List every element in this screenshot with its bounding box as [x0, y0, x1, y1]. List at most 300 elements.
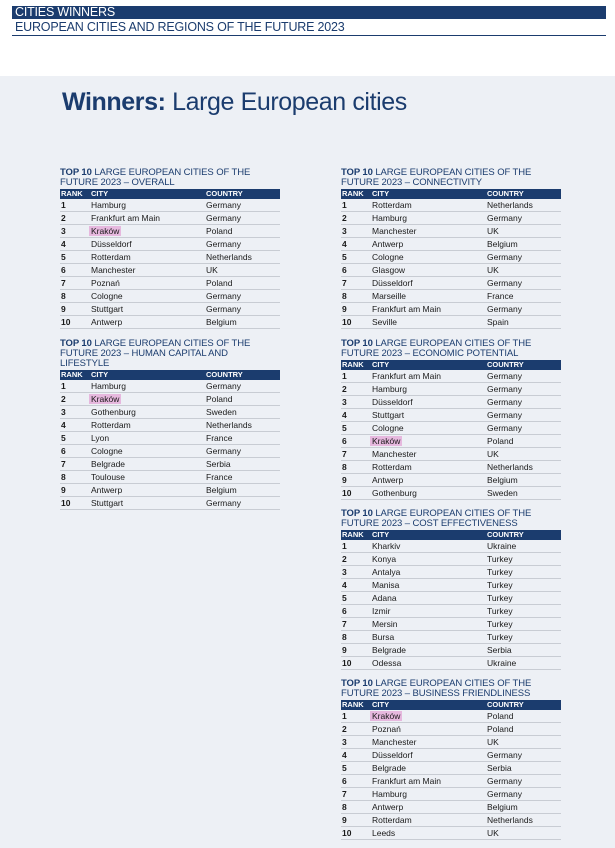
- header-country: COUNTRY: [206, 189, 243, 198]
- rank-cell: 4: [61, 420, 66, 430]
- city-cell: Marseille: [372, 291, 407, 301]
- country-cell: Germany: [487, 776, 522, 786]
- city-cell: Belgrade: [372, 645, 407, 655]
- rank-cell: 3: [342, 567, 347, 577]
- rank-cell: 7: [61, 278, 66, 288]
- rank-cell: 9: [342, 304, 347, 314]
- rank-cell: 1: [342, 371, 347, 381]
- city-cell: [372, 710, 487, 722]
- city-cell: Manchester: [372, 737, 417, 747]
- country-cell: UK: [487, 265, 499, 275]
- country-cell: France: [487, 291, 514, 301]
- rank-cell: 6: [61, 446, 66, 456]
- country-cell: Germany: [487, 789, 522, 799]
- table-header: [341, 360, 561, 370]
- country-cell: Belgium: [487, 802, 518, 812]
- country-cell: Belgium: [487, 239, 518, 249]
- table-title-bold: TOP 10: [341, 678, 373, 689]
- page-title-rest: Large European cities: [165, 88, 407, 116]
- table-row: [341, 448, 561, 461]
- header-city: CITY: [372, 700, 390, 709]
- table-title-text: LIFESTYLE: [60, 358, 110, 369]
- table-row: [341, 422, 561, 435]
- table-row: [341, 251, 561, 264]
- rank-cell: 7: [342, 449, 347, 459]
- table-title-bold: TOP 10: [341, 167, 373, 178]
- rank-cell: 7: [342, 619, 347, 629]
- header-city: CITY: [372, 189, 390, 198]
- table-row: [60, 212, 280, 225]
- rank-cell: 5: [61, 433, 66, 443]
- table-title-text: FUTURE 2023 – OVERALL: [60, 177, 175, 188]
- city-cell: Hamburg: [91, 381, 126, 391]
- table-row: [341, 631, 561, 644]
- country-cell: Germany: [487, 410, 522, 420]
- city-cell: Rotterdam: [372, 200, 412, 210]
- table-row: [341, 618, 561, 631]
- country-cell: Turkey: [487, 606, 513, 616]
- table-row: [341, 644, 561, 657]
- header-rank: RANK: [61, 189, 83, 198]
- city-cell: Gothenburg: [91, 407, 136, 417]
- country-cell: Germany: [487, 213, 522, 223]
- city-cell: Frankfurt am Main: [372, 371, 441, 381]
- country-cell: Netherlands: [206, 420, 252, 430]
- table-row: [341, 566, 561, 579]
- table-row: [60, 290, 280, 303]
- country-cell: Germany: [206, 239, 241, 249]
- table-title: [60, 339, 280, 369]
- country-cell: Poland: [487, 711, 514, 721]
- country-cell: Turkey: [487, 567, 513, 577]
- header-country: COUNTRY: [487, 700, 524, 709]
- page-title-bold: Winners:: [62, 88, 166, 116]
- table-row: [341, 487, 561, 500]
- country-cell: France: [206, 433, 233, 443]
- country-cell: Serbia: [487, 645, 512, 655]
- city-cell: Stuttgart: [372, 410, 405, 420]
- table-row: [341, 383, 561, 396]
- country-cell: UK: [487, 449, 499, 459]
- rank-cell: 3: [61, 407, 66, 417]
- city-cell: Mersin: [372, 619, 398, 629]
- table-row: [60, 445, 280, 458]
- rank-cell: 5: [342, 252, 347, 262]
- rank-cell: 6: [342, 606, 347, 616]
- table-row: [341, 710, 561, 723]
- ranking-table: [341, 339, 561, 500]
- rank-cell: 5: [342, 763, 347, 773]
- header-city: CITY: [91, 189, 109, 198]
- table-row: [60, 251, 280, 264]
- city-highlight: Kraków: [91, 394, 120, 404]
- header-rank: RANK: [342, 189, 364, 198]
- table-row: [341, 370, 561, 383]
- table-row: [341, 264, 561, 277]
- country-cell: Netherlands: [206, 252, 252, 262]
- table-row: [341, 579, 561, 592]
- ranking-table: [60, 339, 280, 510]
- country-cell: Germany: [206, 200, 241, 210]
- rank-cell: 7: [61, 459, 66, 469]
- city-cell: Manisa: [372, 580, 400, 590]
- country-cell: Poland: [206, 226, 233, 236]
- city-cell: [91, 393, 206, 405]
- city-cell: Manchester: [372, 226, 417, 236]
- country-cell: Germany: [487, 423, 522, 433]
- table-row: [341, 212, 561, 225]
- city-cell: Cologne: [91, 446, 123, 456]
- city-cell: Manchester: [91, 265, 136, 275]
- city-cell: Rotterdam: [372, 462, 412, 472]
- city-cell: Rotterdam: [91, 252, 131, 262]
- rank-cell: 10: [342, 317, 352, 327]
- table-row: [341, 605, 561, 618]
- country-cell: Germany: [206, 213, 241, 223]
- table-row: [341, 199, 561, 212]
- country-cell: Serbia: [487, 763, 512, 773]
- city-cell: Frankfurt am Main: [91, 213, 160, 223]
- header-country: COUNTRY: [487, 189, 524, 198]
- city-cell: Izmir: [372, 606, 391, 616]
- country-cell: Germany: [487, 397, 522, 407]
- rank-cell: 7: [342, 789, 347, 799]
- country-cell: Germany: [206, 291, 241, 301]
- rank-cell: 4: [61, 239, 66, 249]
- table-row: [60, 238, 280, 251]
- city-cell: Antwerp: [372, 802, 404, 812]
- table-row: [341, 736, 561, 749]
- table-row: [341, 290, 561, 303]
- country-cell: Germany: [487, 371, 522, 381]
- city-cell: Hamburg: [372, 213, 407, 223]
- city-highlight: Kraków: [372, 436, 401, 446]
- table-row: [341, 238, 561, 251]
- table-row: [341, 801, 561, 814]
- city-cell: Lyon: [91, 433, 110, 443]
- city-cell: Düsseldorf: [372, 278, 413, 288]
- rank-cell: 8: [61, 291, 66, 301]
- table-row: [60, 484, 280, 497]
- rank-cell: 8: [342, 802, 347, 812]
- rank-cell: 10: [61, 317, 71, 327]
- city-cell: Rotterdam: [372, 815, 412, 825]
- city-cell: Stuttgart: [91, 498, 124, 508]
- rank-cell: 1: [61, 381, 66, 391]
- table-row: [60, 393, 280, 406]
- rank-cell: 1: [342, 541, 347, 551]
- rank-cell: 10: [342, 828, 352, 838]
- section-banner: CITIES WINNERS: [12, 6, 606, 19]
- country-cell: Turkey: [487, 632, 513, 642]
- table-header: [341, 530, 561, 540]
- table-row: [341, 409, 561, 422]
- table-title: [60, 168, 280, 188]
- rank-cell: 9: [61, 304, 66, 314]
- table-row: [60, 419, 280, 432]
- country-cell: Germany: [206, 446, 241, 456]
- city-cell: Toulouse: [91, 472, 126, 482]
- city-cell: Antwerp: [372, 475, 404, 485]
- page-title: [62, 88, 407, 117]
- country-cell: Netherlands: [487, 815, 533, 825]
- table-row: [60, 471, 280, 484]
- city-cell: Hamburg: [372, 384, 407, 394]
- city-cell: Antwerp: [91, 317, 123, 327]
- table-row: [60, 277, 280, 290]
- rank-cell: 2: [342, 213, 347, 223]
- table-row: [341, 316, 561, 329]
- table-row: [60, 199, 280, 212]
- country-cell: Turkey: [487, 593, 513, 603]
- table-row: [341, 553, 561, 566]
- table-row: [341, 723, 561, 736]
- city-cell: Antwerp: [372, 239, 404, 249]
- city-cell: Stuttgart: [91, 304, 124, 314]
- city-cell: Frankfurt am Main: [372, 304, 441, 314]
- city-cell: Hamburg: [372, 789, 407, 799]
- rank-cell: 3: [342, 226, 347, 236]
- city-cell: Odessa: [372, 658, 402, 668]
- city-cell: Adana: [372, 593, 397, 603]
- rank-cell: 10: [61, 498, 71, 508]
- rank-cell: 3: [61, 226, 66, 236]
- city-cell: Poznań: [372, 724, 401, 734]
- country-cell: Poland: [206, 394, 233, 404]
- rank-cell: 8: [342, 462, 347, 472]
- rank-cell: 4: [342, 750, 347, 760]
- table-title-text: FUTURE 2023 – BUSINESS FRIENDLINESS: [341, 688, 531, 699]
- table-title-text: FUTURE 2023 – ECONOMIC POTENTIAL: [341, 348, 519, 359]
- city-cell: Cologne: [372, 423, 404, 433]
- table-title-text: LARGE EUROPEAN CITIES OF THE: [372, 338, 532, 349]
- rank-cell: 5: [342, 593, 347, 603]
- country-cell: Netherlands: [487, 462, 533, 472]
- ranking-table: [60, 168, 280, 329]
- city-cell: Cologne: [91, 291, 123, 301]
- table-title-text: FUTURE 2023 – COST EFFECTIVENESS: [341, 518, 518, 529]
- country-cell: Netherlands: [487, 200, 533, 210]
- header-city: CITY: [372, 360, 390, 369]
- city-cell: Glasgow: [372, 265, 406, 275]
- table-row: [341, 788, 561, 801]
- rank-cell: 3: [342, 397, 347, 407]
- rank-cell: 6: [342, 436, 347, 446]
- table-title: [341, 679, 561, 699]
- table-row: [341, 762, 561, 775]
- header-rank: RANK: [342, 530, 364, 539]
- city-cell: Konya: [372, 554, 397, 564]
- city-cell: Seville: [372, 317, 398, 327]
- city-cell: Hamburg: [91, 200, 126, 210]
- rank-cell: 6: [61, 265, 66, 275]
- table-row: [60, 380, 280, 393]
- country-cell: Ukraine: [487, 541, 517, 551]
- table-title-text: LARGE EUROPEAN CITIES OF THE: [91, 167, 251, 178]
- table-title: [341, 339, 561, 359]
- table-row: [60, 303, 280, 316]
- rank-cell: 2: [342, 384, 347, 394]
- country-cell: Germany: [206, 381, 241, 391]
- rank-cell: 2: [61, 394, 66, 404]
- city-cell: Kharkiv: [372, 541, 401, 551]
- rank-cell: 10: [342, 488, 352, 498]
- country-cell: Turkey: [487, 580, 513, 590]
- country-cell: Turkey: [487, 554, 513, 564]
- rank-cell: 4: [342, 410, 347, 420]
- table-row: [60, 406, 280, 419]
- country-cell: Sweden: [206, 407, 237, 417]
- city-cell: Frankfurt am Main: [372, 776, 441, 786]
- header-rank: RANK: [342, 360, 364, 369]
- city-cell: Antwerp: [91, 485, 123, 495]
- country-cell: Poland: [487, 436, 514, 446]
- header-rank: RANK: [61, 370, 83, 379]
- city-cell: [372, 435, 487, 447]
- country-cell: Germany: [487, 278, 522, 288]
- rank-cell: 2: [342, 554, 347, 564]
- country-cell: Germany: [487, 750, 522, 760]
- table-row: [60, 497, 280, 510]
- city-cell: Rotterdam: [91, 420, 131, 430]
- country-cell: Serbia: [206, 459, 231, 469]
- city-cell: Gothenburg: [372, 488, 417, 498]
- table-row: [341, 303, 561, 316]
- city-cell: [91, 225, 206, 237]
- city-cell: Leeds: [372, 828, 396, 838]
- country-cell: Belgium: [487, 475, 518, 485]
- table-row: [341, 461, 561, 474]
- city-cell: Düsseldorf: [372, 750, 413, 760]
- table-title-bold: TOP 10: [341, 338, 373, 349]
- rank-cell: 8: [61, 472, 66, 482]
- header-country: COUNTRY: [487, 530, 524, 539]
- country-cell: Germany: [487, 304, 522, 314]
- table-title-text: FUTURE 2023 – CONNECTIVITY: [341, 177, 482, 188]
- table-row: [60, 264, 280, 277]
- header-rank: RANK: [342, 700, 364, 709]
- city-cell: Belgrade: [91, 459, 126, 469]
- table-row: [341, 814, 561, 827]
- city-cell: Düsseldorf: [91, 239, 132, 249]
- city-cell: Antalya: [372, 567, 401, 577]
- ranking-table: [341, 509, 561, 670]
- table-row: [341, 277, 561, 290]
- country-cell: Poland: [487, 724, 514, 734]
- rank-cell: 7: [342, 278, 347, 288]
- table-row: [341, 540, 561, 553]
- table-title-text: LARGE EUROPEAN CITIES OF THE: [372, 678, 532, 689]
- country-cell: UK: [206, 265, 218, 275]
- rank-cell: 3: [342, 737, 347, 747]
- rank-cell: 5: [342, 423, 347, 433]
- city-highlight: Kraków: [91, 226, 120, 236]
- table-title: [341, 509, 561, 529]
- country-cell: Poland: [206, 278, 233, 288]
- table-row: [341, 657, 561, 670]
- table-header: [60, 189, 280, 199]
- rank-cell: 8: [342, 632, 347, 642]
- country-cell: Turkey: [487, 619, 513, 629]
- header-city: CITY: [372, 530, 390, 539]
- country-cell: Ukraine: [487, 658, 517, 668]
- country-cell: Spain: [487, 317, 509, 327]
- header-country: COUNTRY: [487, 360, 524, 369]
- country-cell: UK: [487, 737, 499, 747]
- table-title-text: FUTURE 2023 – HUMAN CAPITAL AND: [60, 348, 228, 359]
- table-header: [341, 189, 561, 199]
- table-row: [341, 749, 561, 762]
- table-row: [60, 316, 280, 329]
- rank-cell: 9: [342, 645, 347, 655]
- table-title-text: LARGE EUROPEAN CITIES OF THE: [372, 508, 532, 519]
- city-cell: Düsseldorf: [372, 397, 413, 407]
- rank-cell: 4: [342, 580, 347, 590]
- table-title-bold: TOP 10: [341, 508, 373, 519]
- country-cell: Germany: [487, 384, 522, 394]
- table-row: [341, 225, 561, 238]
- table-title-text: LARGE EUROPEAN CITIES OF THE: [91, 338, 251, 349]
- rank-cell: 9: [342, 815, 347, 825]
- country-cell: Sweden: [487, 488, 518, 498]
- table-row: [60, 458, 280, 471]
- rank-cell: 4: [342, 239, 347, 249]
- table-title-bold: TOP 10: [60, 167, 92, 178]
- city-cell: Manchester: [372, 449, 417, 459]
- table-title-text: LARGE EUROPEAN CITIES OF THE: [372, 167, 532, 178]
- table-row: [341, 827, 561, 840]
- rank-cell: 9: [61, 485, 66, 495]
- table-title-bold: TOP 10: [60, 338, 92, 349]
- table-header: [341, 700, 561, 710]
- table-row: [341, 592, 561, 605]
- rank-cell: 2: [61, 213, 66, 223]
- table-row: [341, 775, 561, 788]
- country-cell: Belgium: [206, 485, 237, 495]
- ranking-table: [341, 168, 561, 329]
- city-cell: Bursa: [372, 632, 395, 642]
- table-row: [341, 435, 561, 448]
- rank-cell: 5: [61, 252, 66, 262]
- header-country: COUNTRY: [206, 370, 243, 379]
- table-header: [60, 370, 280, 380]
- rank-cell: 6: [342, 265, 347, 275]
- table-row: [60, 432, 280, 445]
- header-city: CITY: [91, 370, 109, 379]
- rank-cell: 2: [342, 724, 347, 734]
- table-row: [341, 474, 561, 487]
- country-cell: Germany: [487, 252, 522, 262]
- city-cell: Cologne: [372, 252, 404, 262]
- city-highlight: Kraków: [372, 711, 401, 721]
- country-cell: Germany: [206, 498, 241, 508]
- rank-cell: 10: [342, 658, 352, 668]
- rank-cell: 1: [342, 711, 347, 721]
- rank-cell: 8: [342, 291, 347, 301]
- city-cell: Poznań: [91, 278, 120, 288]
- ranking-table: [341, 679, 561, 840]
- country-cell: UK: [487, 828, 499, 838]
- country-cell: France: [206, 472, 233, 482]
- rank-cell: 1: [61, 200, 66, 210]
- country-cell: Germany: [206, 304, 241, 314]
- table-row: [60, 225, 280, 238]
- rank-cell: 9: [342, 475, 347, 485]
- table-title: [341, 168, 561, 188]
- country-cell: UK: [487, 226, 499, 236]
- city-cell: Belgrade: [372, 763, 407, 773]
- country-cell: Belgium: [206, 317, 237, 327]
